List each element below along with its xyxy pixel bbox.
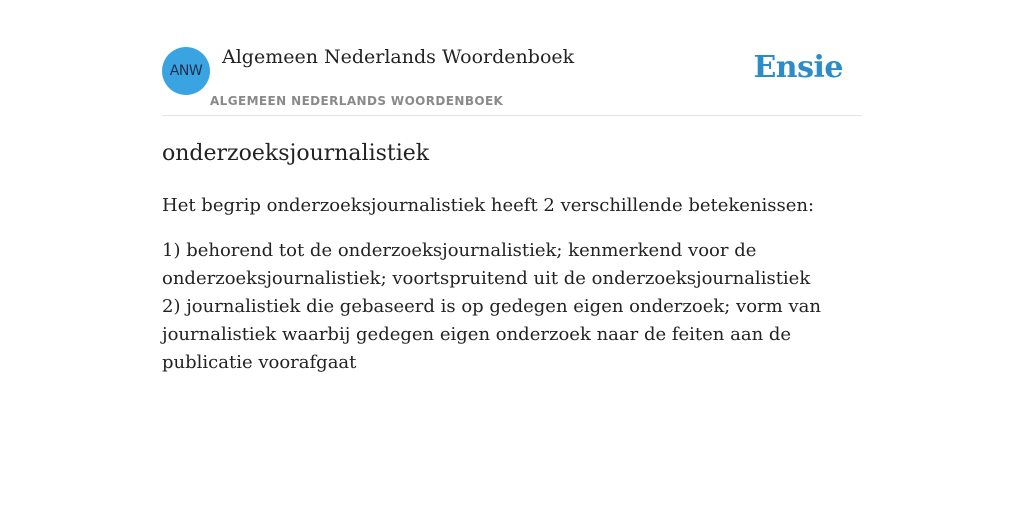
- site-title[interactable]: Algemeen Nederlands Woordenboek: [222, 46, 575, 68]
- ensie-logo[interactable]: Ensie: [753, 50, 843, 85]
- definition-item: 2) journalistiek die gebaseerd is op gedegen eigen onderzoek; vorm van journalistiek waarbij gedegen eigen onderzoek naar de feiten aan de publicatie voorafgaat: [162, 296, 821, 373]
- header: [162, 46, 862, 116]
- intro-text: Het begrip onderzoeksjournalistiek heeft 2 verschillende betekenissen:: [162, 195, 815, 216]
- anw-logo[interactable]: ANW: [162, 47, 210, 95]
- definitions-list: [162, 237, 862, 377]
- site-subtitle: ALGEMEEN NEDERLANDS WOORDENBOEK: [210, 94, 504, 108]
- definition-item: 1) behorend tot de onderzoeksjournalistiek; kenmerkend voor de onderzoeksjournalistiek; voortspruitend uit de onderzoeksjournalistiek: [162, 240, 811, 289]
- page-title: onderzoeksjournalistiek: [162, 141, 430, 166]
- main-content: [162, 138, 862, 377]
